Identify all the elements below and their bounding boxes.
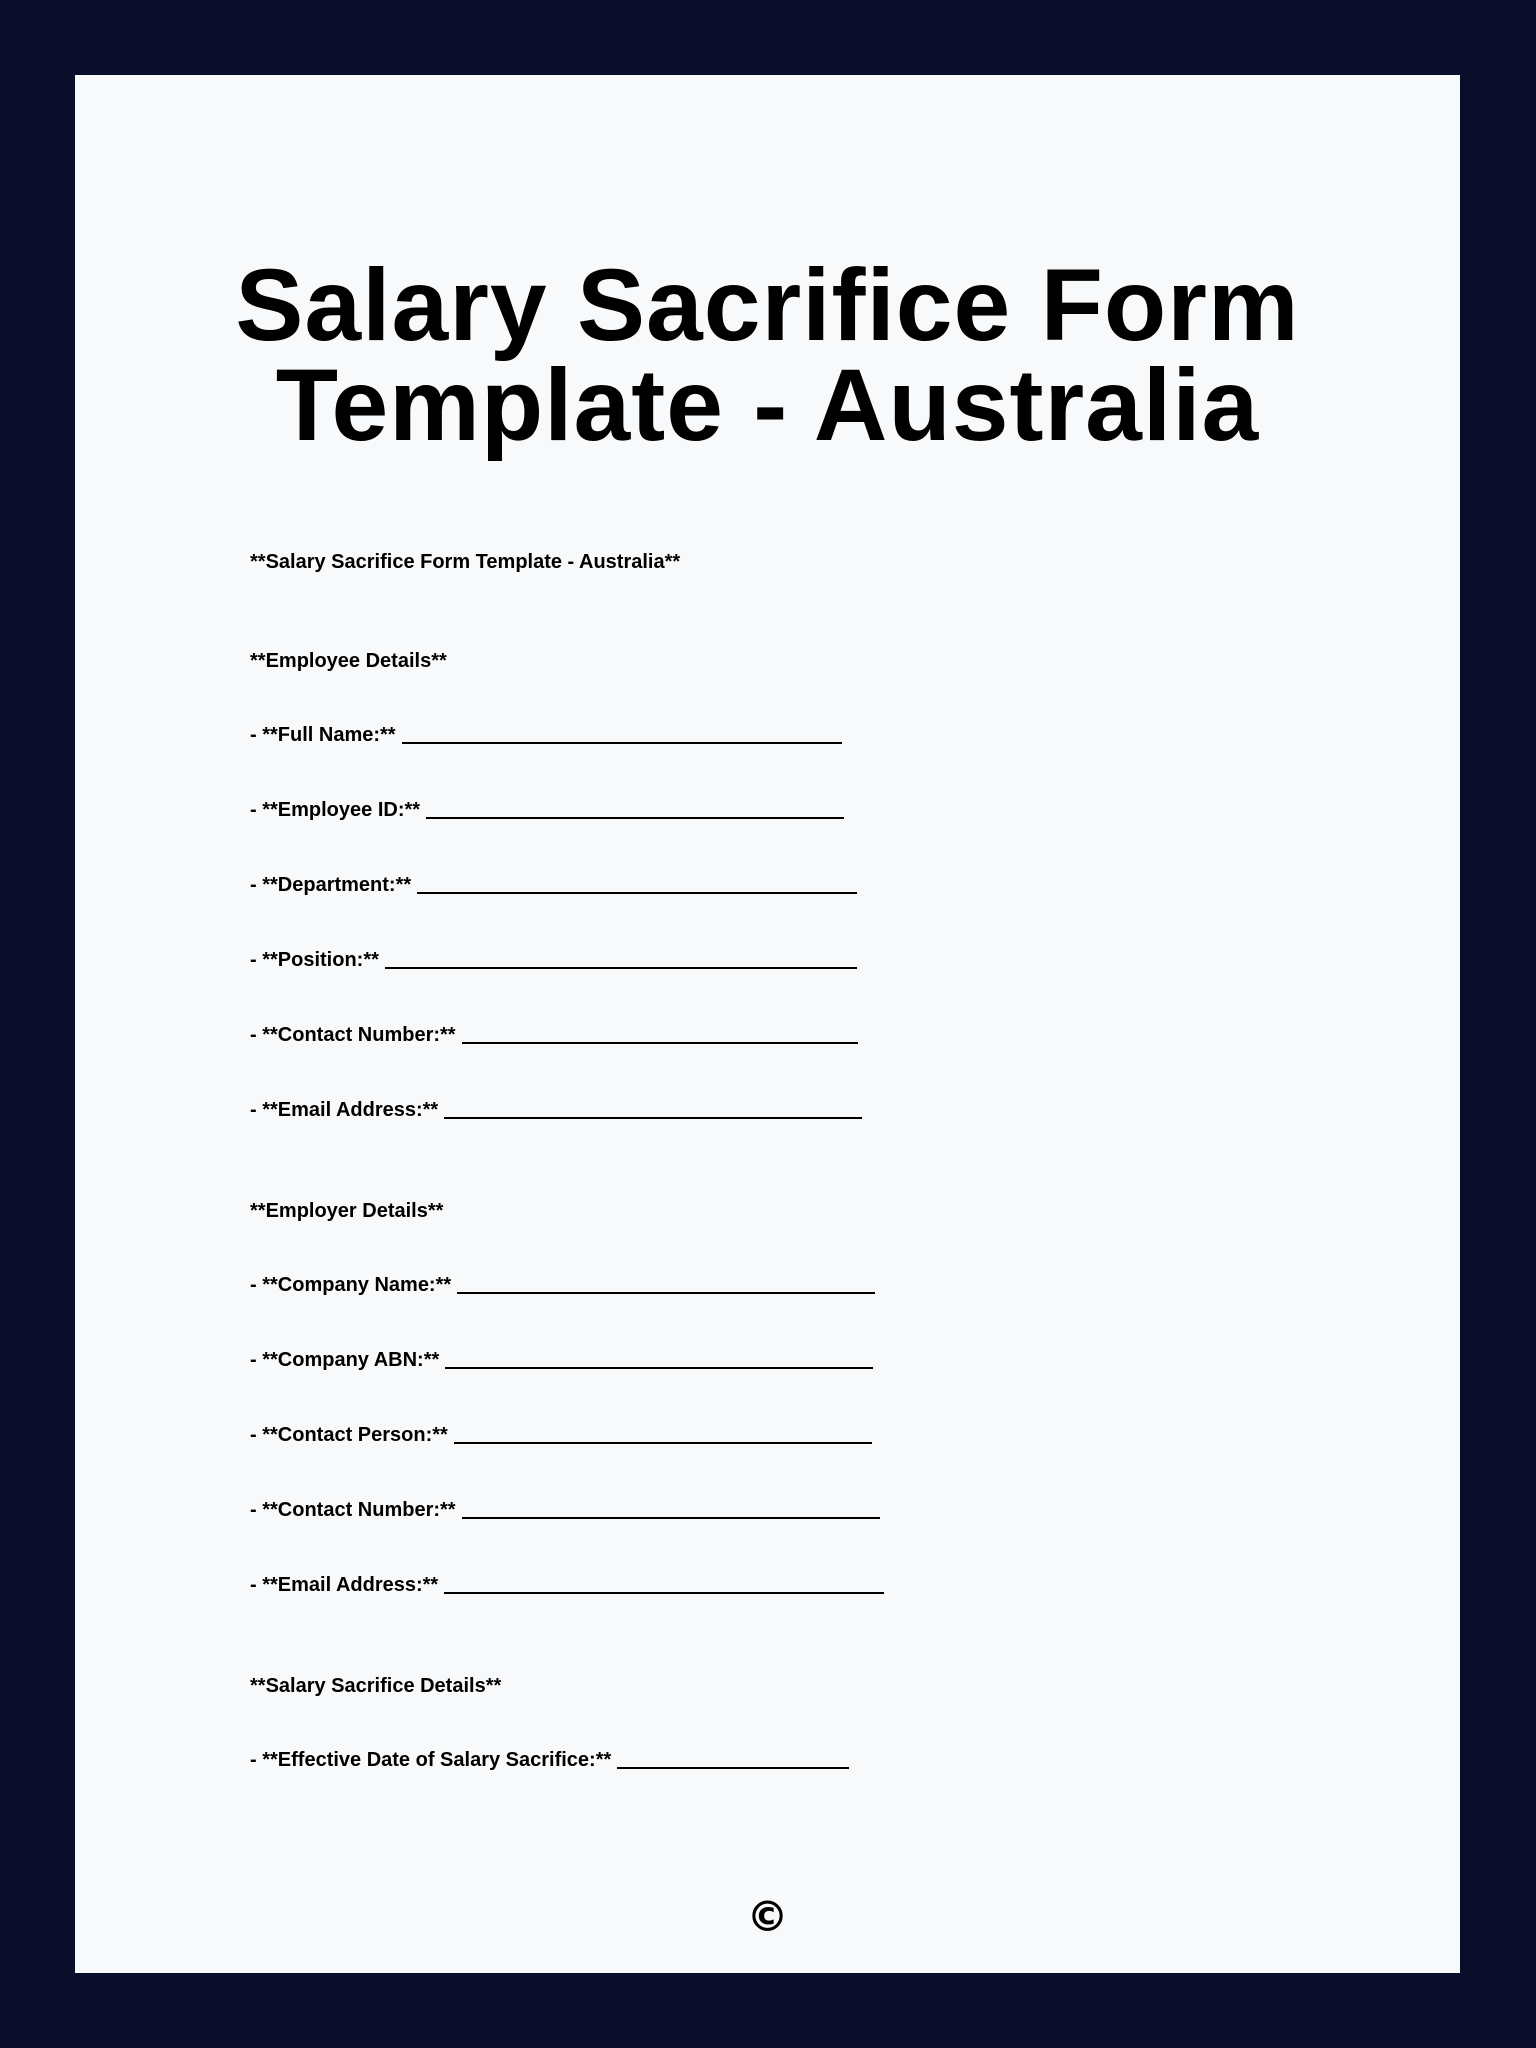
salary-sacrifice-details-heading: **Salary Sacrifice Details**: [250, 1675, 502, 1697]
field-employer-email-address[interactable]: [250, 1569, 884, 1597]
title-line-1: Salary Sacrifice Form: [235, 248, 1300, 362]
title-line-2: Template - Australia: [275, 348, 1260, 462]
field-email-address[interactable]: [250, 1094, 862, 1122]
field-label: - **Company ABN:**: [250, 1349, 440, 1371]
employee-details-heading: **Employee Details**: [250, 650, 447, 672]
field-label: - **Contact Number:**: [250, 1024, 456, 1046]
field-label: - **Company Name:**: [250, 1274, 452, 1296]
field-label: - **Position:**: [250, 949, 379, 971]
field-label: - **Full Name:**: [250, 724, 396, 746]
employer-contact-number-blank[interactable]: [462, 1515, 880, 1519]
employee-id-blank[interactable]: [426, 815, 844, 819]
field-label: - **Employee ID:**: [250, 799, 421, 821]
field-employee-id[interactable]: [250, 794, 844, 822]
field-label: - **Department:**: [250, 874, 412, 896]
company-abn-blank[interactable]: [445, 1365, 873, 1369]
field-label: - **Effective Date of Salary Sacrifice:**: [250, 1749, 612, 1771]
field-label: - **Contact Person:**: [250, 1424, 448, 1446]
field-effective-date[interactable]: [250, 1744, 849, 1772]
field-department[interactable]: [250, 869, 857, 897]
field-company-name[interactable]: [250, 1269, 875, 1297]
effective-date-blank[interactable]: [617, 1765, 849, 1769]
department-blank[interactable]: [417, 890, 857, 894]
employer-details-heading: **Employer Details**: [250, 1200, 444, 1222]
field-company-abn[interactable]: [250, 1344, 873, 1372]
employer-email-address-blank[interactable]: [444, 1590, 884, 1594]
document-page: [75, 75, 1460, 1973]
field-label: - **Contact Number:**: [250, 1499, 456, 1521]
field-label: - **Email Address:**: [250, 1574, 439, 1596]
copyright-icon: ©: [746, 1892, 789, 1941]
document-title: [75, 248, 1460, 462]
full-name-blank[interactable]: [402, 740, 842, 744]
field-label: - **Email Address:**: [250, 1099, 439, 1121]
field-contact-number[interactable]: [250, 1019, 858, 1047]
contact-number-blank[interactable]: [462, 1040, 858, 1044]
company-name-blank[interactable]: [457, 1290, 875, 1294]
document-subtitle: **Salary Sacrifice Form Template - Australia**: [250, 551, 681, 573]
field-contact-person[interactable]: [250, 1419, 872, 1447]
field-full-name[interactable]: [250, 719, 842, 747]
field-position[interactable]: [250, 944, 857, 972]
position-blank[interactable]: [385, 965, 857, 969]
contact-person-blank[interactable]: [454, 1440, 872, 1444]
email-address-blank[interactable]: [444, 1115, 862, 1119]
field-employer-contact-number[interactable]: [250, 1494, 880, 1522]
